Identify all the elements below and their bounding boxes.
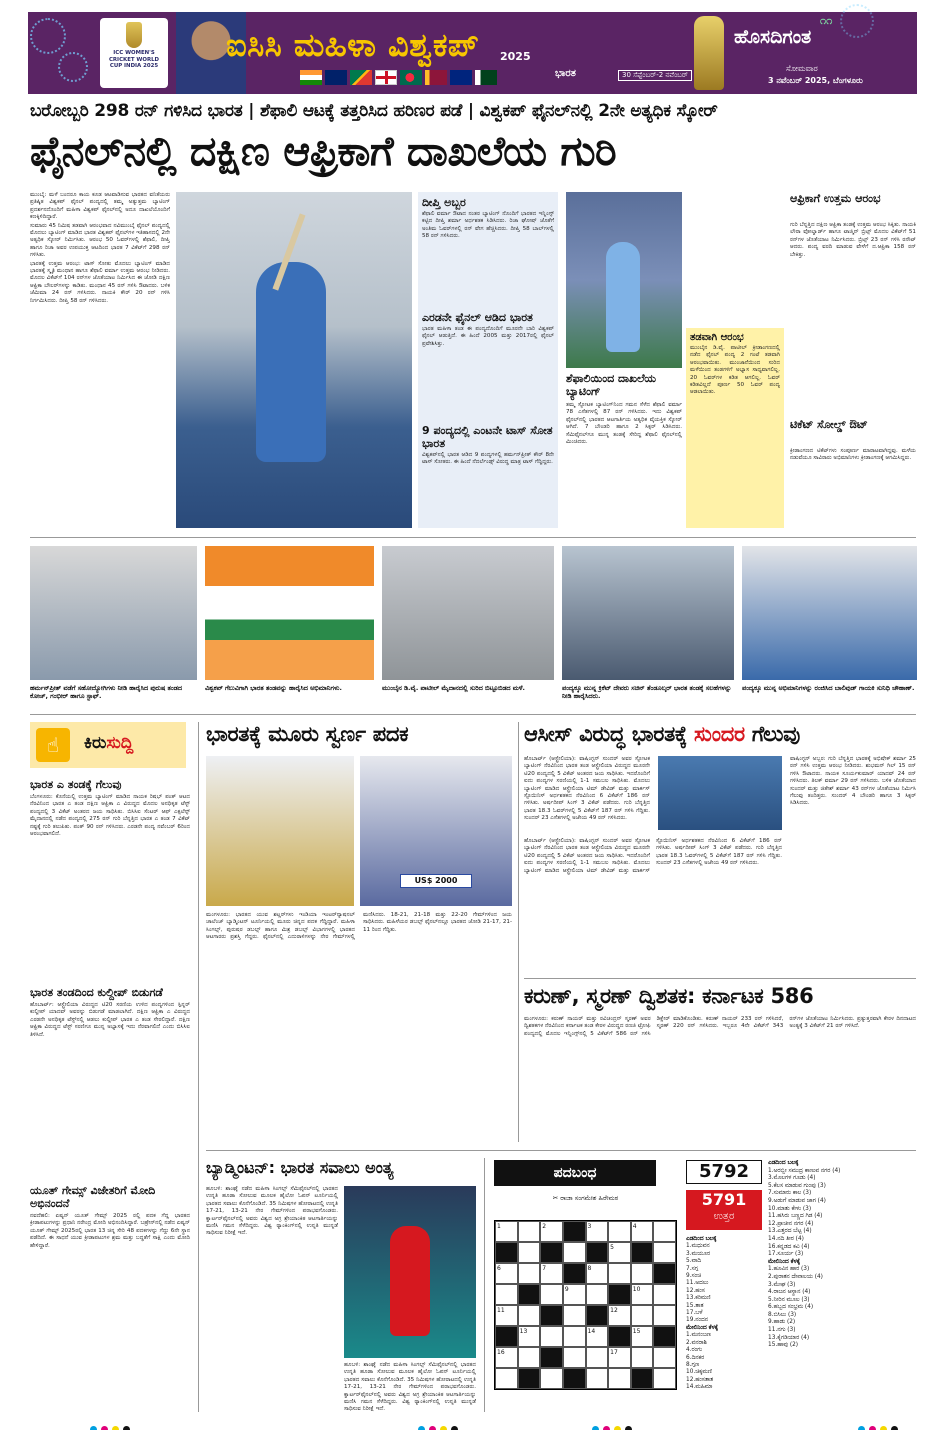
crossword-cell[interactable] [518, 1221, 541, 1242]
puzzle-number: 5792 [686, 1160, 762, 1184]
newspaper-name: ಹೊಸದಿಗಂತ [734, 26, 812, 48]
ticket-title: ಟಿಕೆಟ್ ಸೋಲ್ಡ್ ಔಟ್ [790, 418, 868, 431]
crossword-cell[interactable] [608, 1263, 631, 1284]
africa-title: ಆಫ್ರಿಕಾಗೆ ಉತ್ತಮ ಆರಂಭ [790, 192, 881, 205]
lead-story-column [30, 192, 170, 528]
decor-flower-icon [30, 18, 66, 54]
crossword-cell[interactable]: 11 [495, 1305, 518, 1326]
gold-photo-1 [206, 756, 354, 906]
crossword-block [631, 1242, 654, 1263]
brief-body: ನವದೆಹಲಿ: ಏಷ್ಯನ್ ಯೂತ್ ಗೇಮ್ಸ್ 2025 ರಲ್ಲಿ ಪದಕ ಗೆದ್ದ ಭಾರತದ ಕ್ರೀಡಾಪಟುಗಳನ್ನು ಪ್ರಧಾನಿ ನರೇಂದ್ರ ಮೋದಿ ಅಭಿನಂದಿಸಿದ್ದಾರೆ. ಬಹ್ರೇನ್‌ನಲ್ಲಿ ನಡೆದ ಏಷ್ಯನ್ ಯೂತ್ ಗೇಮ್ಸ್ 2025ರಲ್ಲಿ ಭಾರತ 13 ಚಿನ್ನ ಸೇರಿ 48 ಪದಕಗಳನ್ನು ಗೆದ್ದು 6ನೇ ಸ್ಥಾನ ಪಡೆದಿದೆ. ಈ ಸಾಧನೆ ಯುವ ಕ್ರೀಡಾಪಟುಗಳ ಶ್ರಮ ಮತ್ತು ಬದ್ಧತೆಗೆ ಸಾಕ್ಷಿ ಎಂದು ಮೋದಿ ಹೇಳಿದ್ದಾರೆ. [30, 1213, 190, 1249]
brief-body: ಬೆಂಗಳೂರು: ಕೊನೆಯಲ್ಲಿ ಉತ್ತಮ ಬ್ಯಾಟಿಂಗ್ ಮಾಡಿದ ನಾಯಕ ರಿಷಭ್ ಪಂತ್ ಆಟದ ನೆರವಿನಿಂದ ಭಾರತ ಎ ತಂಡ ದಕ್ಷಿಣ ಆಫ್ರಿಕಾ ಎ ವಿರುದ್ಧದ ಮೊದಲ ಅನಧಿಕೃತ ಟೆಸ್ಟ್ ಪಂದ್ಯದಲ್ಲಿ 3 ವಿಕೆಟ್ ಅಂತರದ ಜಯ ಸಾಧಿಸಿತು. ಬಿಸಿಸಿಐ ಸೆಂಟರ್ ಆಫ್ ಎಕ್ಸಲೆನ್ಸ್ ಮೈದಾನದಲ್ಲಿ ನಡೆದ ಪಂದ್ಯದಲ್ಲಿ 275 ರನ್ ಗುರಿ ಬೆನ್ನತ್ತಿದ ಭಾರತ ಎ ತಂಡ 7 ವಿಕೆಟ್ ನಷ್ಟಕ್ಕೆ ಗುರಿ ತಲುಪಿತು. ಪಂತ್ 90 ರನ್ ಗಳಿಸಿದರು. ಎರಡನೇ ಪಂದ್ಯ ನವೆಂಬರ್ 6ರಿಂದ ಆರಂಭವಾಗಲಿದೆ. [30, 794, 190, 838]
crossword-block [540, 1347, 563, 1368]
batter-figure [606, 242, 640, 352]
crossword-block [608, 1284, 631, 1305]
decor-flower-icon [58, 52, 88, 82]
padabandha-title-text: ಪದಬಂಧ [494, 1160, 656, 1186]
tournament-dates: 30 ಸೆಪ್ಟೆಂಬರ್-2 ನವೆಂಬರ್ [618, 70, 692, 81]
karnataka-headline: ಕರುಣ್, ಸ್ಮರಣ್ ದ್ವಿಶತಕ: ಕರ್ನಾಟಕ 586 [524, 984, 814, 1008]
lead-paragraph: ಮುಂಬೈ: ಮಳೆ ಬಂದರೂ ಕಾಯ ಕೂಡ ಆಟವಾಡಿಸುವ ಭಾರತದ ವನಿತೆಯರು ಪ್ರತಿಷ್ಠಿತ ವಿಶ್ವಕಪ್ ಫೈನಲ್ ಪಂದ್ಯದಲ್ಲಿ ತಮ್ಮ ಅತ್ಯುತ್ತಮ ಬ್ಯಾಟಿಂಗ್ ಪ್ರದರ್ಶನದೊಂದಿಗೆ ಮಹಿಳಾ ವಿಶ್ವಕಪ್ ಫೈನಲ್‌ನಲ್ಲಿ ಅದೂ ದಾಖಲೆಯೊಂದಿಗೆ ಕಣಕ್ಕಿಳಿದಿದ್ದಾರೆ. [30, 192, 170, 221]
crossword-block [495, 1242, 518, 1263]
brief-title: ಯೂತ್ ಗೇಮ್ಸ್ ವಿಜೇತರಿಗೆ ಮೋದಿ ಅಭಿನಂದನೆ [30, 1184, 156, 1210]
aus-body2: ವಾಷಿಂಗ್ಟನ್ ಅಬ್ಬರ: ಗುರಿ ಬೆನ್ನತ್ತಿದ ಭಾರತಕ್ಕೆ ಅಭಿಷೇಕ್ ಶರ್ಮಾ 25 ರನ್ ಗಳಿಸಿ ಉತ್ತಮ ಆರಂಭ ನೀಡಿದರು. ಶುಭಮನ್ ಗಿಲ್ 15 ರನ್ ಗಳಿಸಿ ಔಟಾದರು. ನಾಯಕ ಸೂರ್ಯಕುಮಾರ್ ಯಾದವ್ 24 ರನ್ ಗಳಿಸಿದರು. ತಿಲಕ್ ವರ್ಮಾ 29 ರನ್ ಗಳಿಸಿದರು. ಬಳಿಕ ಜೊತೆಯಾದ ಸುಂದರ್ ಮತ್ತು ಜಿತೇಶ್ ಶರ್ಮಾ 43 ರನ್‌ಗಳ ಜೊತೆಯಾಟ ನಿರ್ಮಿಸಿ ಗೆಲುವು ತಂದಿತ್ತರು. ಸುಂದರ್ 4 ಬೌಂಡರಿ ಹಾಗೂ 3 ಸಿಕ್ಸರ್ ಸಿಡಿಸಿದರು. [790, 756, 916, 807]
lead-photo-batter [176, 192, 412, 528]
crossword-cell[interactable] [495, 1368, 518, 1389]
crossword-cell[interactable] [563, 1242, 586, 1263]
gold-body: ಮಂಗಳೂರು: ಭಾರತದ ಯುವ ಶಟ್ಲರ್‌ಗಳು ಇಂಡಿಯಾ ಇಂಟರ್‌ನ್ಯಾಷನಲ್ ಚಾಲೆಂಜ್ ಬ್ಯಾಡ್ಮಿಂಟನ್ ಟೂರ್ನಿಯಲ್ಲಿ ಮೂರು ಚಿನ್ನದ ಪದಕ ಗೆದ್ದಿದ್ದಾರೆ. ಮಹಿಳಾ ಸಿಂಗಲ್ಸ್, ಪುರುಷರ ಡಬಲ್ಸ್ ಹಾಗೂ ಮಿಶ್ರ ಡಬಲ್ಸ್ ವಿಭಾಗಗಳಲ್ಲಿ ಭಾರತದ ಆಟಗಾರರು ಪ್ರಶಸ್ತಿ ಗೆದ್ದರು. ಫೈನಲ್‌ನಲ್ಲಿ ಎದುರಾಳಿಗಳನ್ನು ನೇರ ಗೇಮ್‌ಗಳಲ್ಲಿ ಮಣಿಸಿದರು. 18-21, 21-18 ಮತ್ತು 22-20 ಗೇಮ್‌ಗಳಿಂದ ಜಯ ಸಾಧಿಸಿದರು. ಮಹಿಳೆಯರ ಡಬಲ್ಸ್ ಫೈನಲ್‌ನಲ್ಲೂ ಭಾರತದ ಜೋಡಿ 21-17, 21-11 ರಿಂದ ಗೆದ್ದಿತು. [206, 912, 512, 941]
host-country: ಭಾರತ [555, 68, 576, 79]
anniversary-badge: ೧೧ [820, 14, 833, 27]
shefali-body: ತಮ್ಮ ಸ್ಫೋಟಕ ಬ್ಯಾಟಿಂಗ್‌ನಿಂದ ಗಮನ ಸೆಳೆದ ಶೆಫಾಲಿ ವರ್ಮಾ 78 ಎಸೆತಗಳಲ್ಲಿ 87 ರನ್ ಗಳಿಸಿದರು. ಇದು ವಿಶ್ವಕಪ್ ಫೈನಲ್‌ನಲ್ಲಿ ಭಾರತದ ಆಟಗಾರ್ತಿಯ ಅತ್ಯಧಿಕ ವೈಯಕ್ತಿಕ ಸ್ಕೋರ್ ಆಗಿದೆ. 7 ಬೌಂಡರಿ ಹಾಗೂ 2 ಸಿಕ್ಸರ್ ಸಿಡಿಸಿದರು. ಸೆಮಿಫೈನಲ್‌ಗೂ ಮುನ್ನ ತಂಡಕ್ಕೆ ಸೇರಿದ್ದ ಶೆಫಾಲಿ ಫೈನಲ್‌ನಲ್ಲಿ ಮಿಂಚಿದರು. [566, 402, 682, 446]
flag-new-zealand-icon [450, 70, 472, 85]
crossword-cell[interactable]: 8 [586, 1263, 609, 1284]
hand-icon: ☝ [36, 728, 70, 762]
crossword-cell[interactable]: 7 [540, 1263, 563, 1284]
crossword-cell[interactable] [563, 1347, 586, 1368]
batter-figure [256, 262, 326, 462]
crossword-block [518, 1368, 541, 1389]
divider [484, 1158, 485, 1412]
crossword-cell[interactable] [631, 1263, 654, 1284]
box-body: ಶೆಫಾಲಿ ವರ್ಮಾ ಔಟಾದ ನಂತರ ಬ್ಯಾಟಿಂಗ್ ನೊಂದಿಗೆ ಭಾರತದ ಇನ್ನಿಂಗ್ಸ್ ಕಟ್ಟಿದ ದೀಪ್ತಿ ಶರ್ಮಾ ಅರ್ಧಶತಕ ಸಿಡಿಸಿದರು. ರಿಚಾ ಘೋಷ್ ಜೊತೆಗೆ ಅಂತಿಮ ಓವರ್‌ಗಳಲ್ಲಿ ರನ್ ವೇಗ ಹೆಚ್ಚಿಸಿದರು. ದೀಪ್ತಿ 58 ಬಾಲ್‌ಗಳಲ್ಲಿ 58 ರನ್ ಗಳಿಸಿದರು. [422, 211, 554, 240]
trophy-icon [126, 22, 142, 48]
crossword-cell[interactable]: 16 [495, 1347, 518, 1368]
crossword-cell[interactable] [586, 1347, 609, 1368]
flag-england-icon [375, 70, 397, 85]
badminton-body-cont: ಹೂಬಳಿ: ಶಾಂಘೈ ನಡೆದ ಮಹಿಳಾ ಸಿಂಗಲ್ಸ್ ಸೆಮಿಫೈನಲ್‌ನಲ್ಲಿ ಭಾರತದ ಉನ್ನತಿ ಹೂಡಾ ಸೋಲುವ ಮೂಲಕ ಹೈಲೋ ಓಪನ್ ಟೂರ್ನಿಯಲ್ಲಿ ಭಾರತದ ಸವಾಲು ಕೊನೆಗೊಂಡಿದೆ. 35 ನಿಮಿಷಗಳ ಹೋರಾಟದಲ್ಲಿ ಉನ್ನತಿ 17-21, 13-21 ನೇರ ಗೇಮ್‌ಗಳಿಂದ ಪರಾಭವಗೊಂಡರು. ಕ್ವಾರ್ಟರ್‌ಫೈನಲ್‌ನಲ್ಲಿ ಅವರು ವಿಶ್ವದ ಅಗ್ರ ಶ್ರೇಯಾಂಕಿತ ಆಟಗಾರ್ತಿಯನ್ನು ಮಣಿಸಿ ಗಮನ ಸೆಳೆದಿದ್ದರು. ವಿಶ್ವ ರ‍್ಯಾಂಕಿಂಗ್‌ನಲ್ಲಿ ಉನ್ನತಿ ಮುನ್ನಡೆ ಸಾಧಿಸುವ ನಿರೀಕ್ಷೆ ಇದೆ. [344, 1362, 476, 1412]
photo-caption: ಪಂದ್ಯಕ್ಕೂ ಮುನ್ನ ಕ್ರಿಕೆಟ್ ದೇವರು ಸಚಿನ್ ತೆಂಡೂಲ್ಕರ್ ಭಾರತ ತಂಡಕ್ಕೆ ಸಲಹೆಗಳನ್ನು ನೀಡಿ ಹಾರೈಸಿದರು. [562, 684, 732, 700]
prev-puzzle-number: 5791 [701, 1190, 747, 1209]
crossword-cell[interactable] [518, 1242, 541, 1263]
kiru-column [30, 778, 190, 1389]
crossword-block [563, 1263, 586, 1284]
crossword-cell[interactable]: 10 [631, 1284, 654, 1305]
registration-marks [856, 1418, 900, 1430]
aus-body-cont: ಹೊಬಾರ್ಟ್ (ಆಸ್ಟ್ರೇಲಿಯಾ): ವಾಷಿಂಗ್ಟನ್ ಸುಂದರ್ ಅವರ ಸ್ಫೋಟಕ ಬ್ಯಾಟಿಂಗ್ ನೆರವಿನಿಂದ ಭಾರತ ತಂಡ ಆಸ್ಟ್ರೇಲಿಯಾ ವಿರುದ್ಧದ ಮೂರನೇ ಟಿ20 ಪಂದ್ಯದಲ್ಲಿ 5 ವಿಕೆಟ್ ಅಂತರದ ಜಯ ಸಾಧಿಸಿತು. ಇದರೊಂದಿಗೆ ಐದು ಪಂದ್ಯಗಳ ಸರಣಿಯಲ್ಲಿ 1-1 ಸಮಬಲ ಸಾಧಿಸಿತು. ಮೊದಲು ಬ್ಯಾಟಿಂಗ್ ಮಾಡಿದ ಆಸ್ಟ್ರೇಲಿಯಾ ಟಿಮ್ ಡೇವಿಡ್ ಮತ್ತು ಮಾರ್ಕಸ್ ಸ್ಟೊಯಿನಿಸ್ ಅರ್ಧಶತಕದ ನೆರವಿನಿಂದ 6 ವಿಕೆಟ್‌ಗೆ 186 ರನ್ ಗಳಿಸಿತು. ಅರ್ಷದೀಪ್ ಸಿಂಗ್ 3 ವಿಕೆಟ್ ಪಡೆದರು. ಗುರಿ ಬೆನ್ನತ್ತಿದ ಭಾರತ 18.3 ಓವರ್‌ಗಳಲ್ಲಿ 5 ವಿಕೆಟ್‌ಗೆ 187 ರನ್ ಗಳಿಸಿ ಗೆದ್ದಿತು. ಸುಂದರ್ 23 ಎಸೆತಗಳಲ್ಲಿ ಅಜೇಯ 49 ರನ್ ಗಳಿಸಿದರು. [524, 838, 782, 874]
crossword-cell[interactable] [608, 1368, 631, 1389]
aus-body: ಹೊಬಾರ್ಟ್ (ಆಸ್ಟ್ರೇಲಿಯಾ): ವಾಷಿಂಗ್ಟನ್ ಸುಂದರ್ ಅವರ ಸ್ಫೋಟಕ ಬ್ಯಾಟಿಂಗ್ ನೆರವಿನಿಂದ ಭಾರತ ತಂಡ ಆಸ್ಟ್ರೇಲಿಯಾ ವಿರುದ್ಧದ ಮೂರನೇ ಟಿ20 ಪಂದ್ಯದಲ್ಲಿ 5 ವಿಕೆಟ್ ಅಂತರದ ಜಯ ಸಾಧಿಸಿತು. ಇದರೊಂದಿಗೆ ಐದು ಪಂದ್ಯಗಳ ಸರಣಿಯಲ್ಲಿ 1-1 ಸಮಬಲ ಸಾಧಿಸಿತು. ಮೊದಲು ಬ್ಯಾಟಿಂಗ್ ಮಾಡಿದ ಆಸ್ಟ್ರೇಲಿಯಾ ಟಿಮ್ ಡೇವಿಡ್ ಮತ್ತು ಮಾರ್ಕಸ್ ಸ್ಟೊಯಿನಿಸ್ ಅರ್ಧಶತಕದ ನೆರವಿನಿಂದ 6 ವಿಕೆಟ್‌ಗೆ 186 ರನ್ ಗಳಿಸಿತು. ಅರ್ಷದೀಪ್ ಸಿಂಗ್ 3 ವಿಕೆಟ್ ಪಡೆದರು. ಗುರಿ ಬೆನ್ನತ್ತಿದ ಭಾರತ 18.3 ಓವರ್‌ಗಳಲ್ಲಿ 5 ವಿಕೆಟ್‌ಗೆ 187 ರನ್ ಗಳಿಸಿ ಗೆದ್ದಿತು. ಸುಂದರ್ 23 ಎಸೆತಗಳಲ್ಲಿ ಅಜೇಯ 49 ರನ್ ಗಳಿಸಿದರು. [524, 756, 650, 822]
prev-answer-label: ಉತ್ತರ [713, 1211, 735, 1222]
registration-marks [416, 1418, 460, 1430]
shefali-photo [566, 192, 682, 368]
shefali-title: ಶೆಫಾಲಿಯಿಂದ ದಾಖಲೆಯ ಬ್ಯಾಟಿಂಗ್ [566, 372, 657, 398]
flag-australia-icon [325, 70, 347, 85]
box-title: 9 ಪಂದ್ಯದಲ್ಲಿ ಎಂಟನೇ ಟಾಸ್ ಸೋತ ಭಾರತ [422, 424, 553, 450]
cheque-amount: US$ 2000 [400, 874, 472, 888]
aus-headline: ಆಸೀಸ್ ವಿರುದ್ಧ ಭಾರತಕ್ಕೆ ಸುಂದರ ಗೆಲುವು [524, 722, 800, 746]
crossword-cell[interactable] [608, 1221, 631, 1242]
flag-bangladesh-icon [400, 70, 422, 85]
flag-south-africa-icon [350, 70, 372, 85]
crossword-cell[interactable] [653, 1305, 676, 1326]
box-title: ಎರಡನೇ ಫೈನಲ್ ಆಡಿದ ಭಾರತ [422, 311, 533, 324]
crossword-cell[interactable] [563, 1305, 586, 1326]
flag-pakistan-icon [475, 70, 497, 85]
badminton-headline: ಬ್ಯಾಡ್ಮಿಂಟನ್: ಭಾರತ ಸವಾಲು ಅಂತ್ಯ [206, 1158, 394, 1177]
strip-photo-5 [742, 546, 917, 680]
lead-paragraph: ಸುಮಾರು 45 ನಿಮಿಷ ತಡವಾಗಿ ಆರಂಭವಾದ ನವಿಮುಂಬೈ ಫೈನಲ್ ಪಂದ್ಯದಲ್ಲಿ ಮೊದಲು ಬ್ಯಾಟಿಂಗ್ ಮಾಡಿದ ಭಾರತ ವಿಶ್ವಕಪ್ ಫೈನಲ್‌ಗಳ ಇತಿಹಾಸದಲ್ಲಿ 2ನೇ ಅತ್ಯಧಿಕ ಸ್ಕೋರ್ ನಿರ್ಮಿಸಿತು. ಆರಂಭ 50 ಓವರ್‌ಗಳಲ್ಲಿ ಶೆಫಾಲಿ, ದೀಪ್ತಿ ಹಾಗೂ ರಿಚಾ ಅವರ ಉಪಯುಕ್ತ ಆಟದಿಂದ ಭಾರತ 7 ವಿಕೆಟ್‌ಗೆ 298 ರನ್ ಗಳಿಸಿತು. [30, 222, 170, 259]
crossword-cell[interactable]: 2 [540, 1221, 563, 1242]
masthead-title: ಐಸಿಸಿ ಮಹಿಳಾ ವಿಶ್ವಕಪ್ [226, 26, 480, 64]
clues-list: ಎಡದಿಂದ ಬಲಕ್ಕೆ 1.ಅರಬ್ಬೀ ಸಮುದ್ರ ಕಾಣುವ ನಗರ (4) 3.ಮೊಲಗಳ ಗೂಡು (4) 5.ಕೆಲಸ ಮಾಡುವ ಗುಂಪು (3) 7.ಸುಮಾರು ಕಾಲ (3) 9.ಅಡುಗೆ ಮಾಡುವ ಜಾಗ (4) 10.ಮಾತು ಕೇಳು (3) 11.ಹಸಿರು ಬಣ್ಣದ ಗಿಡ (4) 12.ಪ್ರಾಚೀನ ನಗರ (4) 13.ಎತ್ತರದ ಬೆಟ್ಟ (4) 14.ನದಿ ತೀರ (4) 16.ಕನ್ನಡದ ಕವಿ (4) 17.ಸೂರ್ಯ (3) ಮೇಲಿನಿಂದ ಕೆಳಕ್ಕೆ 1.ಹೂವಿನ ಹಾರ (3) 2.ಪುರಾತನ ದೇವಾಲಯ (4) 3.ಮೇಘ (3) 4.ರಾಜನ ಆಸ್ಥಾನ (4) 5.ನೀರಿನ ಮೂಲ (3) 6.ಹಬ್ಬದ ಸಂಭ್ರಮ (4) 8.ಬಿಸಿಲು (3) 9.ಹಾಡು (2) 11.ನಗು (3) 13.ಕೈಗಡಿಯಾರ (4) 15.ಹಾವು (2) [768, 1160, 841, 1349]
crossword-block [540, 1242, 563, 1263]
badminton-body: ಹೂಬಳಿ: ಶಾಂಘೈ ನಡೆದ ಮಹಿಳಾ ಸಿಂಗಲ್ಸ್ ಸೆಮಿಫೈನಲ್‌ನಲ್ಲಿ ಭಾರತದ ಉನ್ನತಿ ಹೂಡಾ ಸೋಲುವ ಮೂಲಕ ಹೈಲೋ ಓಪನ್ ಟೂರ್ನಿಯಲ್ಲಿ ಭಾರತದ ಸವಾಲು ಕೊನೆಗೊಂಡಿದೆ. 35 ನಿಮಿಷಗಳ ಹೋರಾಟದಲ್ಲಿ ಉನ್ನತಿ 17-21, 13-21 ನೇರ ಗೇಮ್‌ಗಳಿಂದ ಪರಾಭವಗೊಂಡರು. ಕ್ವಾರ್ಟರ್‌ಫೈನಲ್‌ನಲ್ಲಿ ಅವರು ವಿಶ್ವದ ಅಗ್ರ ಶ್ರೇಯಾಂಕಿತ ಆಟಗಾರ್ತಿಯನ್ನು ಮಣಿಸಿ ಗಮನ ಸೆಳೆದಿದ್ದರು. ವಿಶ್ವ ರ‍್ಯಾಂಕಿಂಗ್‌ನಲ್ಲಿ ಉನ್ನತಿ ಮುನ್ನಡೆ ಸಾಧಿಸುವ ನಿರೀಕ್ಷೆ ಇದೆ. [206, 1186, 338, 1237]
crossword-cell[interactable] [540, 1326, 563, 1347]
main-headline: ಫೈನಲ್‌ನಲ್ಲಿ ದಕ್ಷಿಣ ಆಫ್ರಿಕಾಗೆ ದಾಖಲೆಯ ಗುರಿ [30, 127, 617, 175]
brief-body: ಹೊಬಾರ್ಟ್: ಆಸ್ಟ್ರೇಲಿಯಾ ವಿರುದ್ಧದ ಟಿ20 ಸರಣಿಯ ಉಳಿದ ಪಂದ್ಯಗಳಿಂದ ಸ್ಪಿನ್ನರ್ ಕುಲ್ದೀಪ್ ಯಾದವ್ ಅವರನ್ನು ಬಿಡುಗಡೆ ಮಾಡಲಾಗಿದೆ. ದಕ್ಷಿಣ ಆಫ್ರಿಕಾ ಎ ವಿರುದ್ಧದ ಎರಡನೇ ಅನಧಿಕೃತ ಟೆಸ್ಟ್‌ನಲ್ಲಿ ಆಡಲು ಕುಲ್ದೀಪ್ ಭಾರತ ಎ ತಂಡ ಸೇರಲಿದ್ದಾರೆ. ದಕ್ಷಿಣ ಆಫ್ರಿಕಾ ವಿರುದ್ಧದ ಟೆಸ್ಟ್ ಸರಣಿಗೂ ಮುನ್ನ ಅಭ್ಯಾಸಕ್ಕೆ ಇದು ನೆರವಾಗಲಿದೆ ಎಂದು ಬಿಸಿಸಿಐ ತಿಳಿಸಿದೆ. [30, 1002, 190, 1038]
divider [30, 537, 916, 538]
crossword-block [540, 1305, 563, 1326]
box-title: ದೀಪ್ತಿ ಅಬ್ಬರ [422, 196, 466, 209]
player-figure [390, 1226, 430, 1336]
flag-sri-lanka-icon [425, 70, 447, 85]
crossword-cell[interactable]: 3 [586, 1221, 609, 1242]
crossword-block [563, 1221, 586, 1242]
lead-paragraph: ಭಾರತಕ್ಕೆ ಉತ್ತಮ ಆರಂಭ: ಟಾಸ್ ಸೋತು ಮೊದಲು ಬ್ಯಾಟಿಂಗ್ ಮಾಡಿದ ಭಾರತಕ್ಕೆ ಸ್ಮೃತಿ ಮಂಧಾನ ಹಾಗೂ ಶೆಫಾಲಿ ವರ್ಮಾ ಉತ್ತಮ ಆರಂಭ ನೀಡಿದರು. ಮೊದಲ ವಿಕೆಟ್‌ಗೆ 104 ರನ್‌ಗಳ ಜೊತೆಯಾಟ ನಿರ್ಮಿಸಿದ ಈ ಜೋಡಿ ದಕ್ಷಿಣ ಆಫ್ರಿಕಾ ಬೌಲರ್‌ಗಳನ್ನು ಕಾಡಿತು. ಮಂಧಾನ 45 ರನ್ ಗಳಿಸಿ ಔಟಾದರು. ಬಳಿಕ ಜೆಮಿಮಾ 24 ರನ್ ಗಳಿಸಿದರು. ನಾಯಕಿ ಕೌರ್ 20 ರನ್ ಗಳಿಸಿ ನಿರ್ಗಮಿಸಿದರು. ದೀಪ್ತಿ 58 ರನ್ ಗಳಿಸಿದರು. [30, 260, 170, 304]
strip-photo-3 [382, 546, 554, 680]
crossword-cell[interactable]: 4 [631, 1221, 654, 1242]
crossword-cell[interactable]: 9 [563, 1284, 586, 1305]
crossword-block [608, 1326, 631, 1347]
crossword-cell[interactable] [563, 1326, 586, 1347]
crossword-cell[interactable] [540, 1284, 563, 1305]
crossword-cell[interactable]: 5 [608, 1242, 631, 1263]
crossword-cell[interactable] [653, 1347, 676, 1368]
crossword-cell[interactable] [631, 1347, 654, 1368]
divider [206, 1150, 916, 1151]
prev-answers: ಎಡದಿಂದ ಬಲಕ್ಕೆ 1.ಮಧುವನ 3.ಮಯೂರ 5.ವಾದಿ 7.ಸಗ್ಗ 9.ಸಂಚಿ 11.ಅದಲು 12.ಹಂಸ 13.ಕರಿಮಣಿ 15.ತಾತ 17.ಬಳೆ 19.ನಂದನ ಮೇಲಿನಿಂದ ಕೆಳಕ್ಕೆ 1.ಮನಂಜಣ 2.ವನರಾಶಿ 4.ರಂಗು 6.ದಿನಕರ 8.ಗ್ಗಣ 10.ಚಿಕ್ಕಮಣಿ 12.ಹಂಸತಾತ 14.ಮಹಿಮಾ [686, 1236, 719, 1391]
crossword-block [653, 1263, 676, 1284]
newspaper-brand [728, 12, 917, 94]
divider [524, 978, 916, 979]
crossword-cell[interactable]: 6 [495, 1263, 518, 1284]
registration-marks [590, 1418, 634, 1430]
flag-india-icon [300, 70, 322, 85]
crossword-block [518, 1284, 541, 1305]
crossword-cell[interactable] [518, 1305, 541, 1326]
trophy-icon [694, 16, 724, 90]
divider [198, 722, 199, 1412]
aus-photo [658, 756, 782, 830]
kiru-suddi-header [30, 722, 186, 768]
crossword-cell[interactable] [518, 1263, 541, 1284]
registration-marks [88, 1418, 132, 1430]
padabandha-byline: ✂ ರಾಜಾ ಸಂಗಮೇಶ ಹಿರೇಮಠ [552, 1194, 619, 1202]
padabandha-title [494, 1160, 656, 1186]
prev-answer-box [686, 1190, 762, 1230]
photo-caption: ಪಂದ್ಯಕ್ಕೂ ಮುನ್ನ ಅಭಿಮಾನಿಗಳನ್ನು ರಂಜಿಸಿದ ಬಾಲಿವುಡ್ ಗಾಯಕಿ ಸುನಿಧಿ ಚೌಹಾಣ್. [742, 684, 915, 692]
crossword-cell[interactable] [540, 1368, 563, 1389]
world-cup-logo [100, 18, 168, 88]
strip-photo-2 [205, 546, 374, 680]
delay-box [686, 328, 784, 528]
delay-body: ಮುಂಬೈನ ಡಿ.ವೈ. ಪಾಟೀಲ್ ಕ್ರೀಡಾಂಗಣದಲ್ಲಿ ನಡೆದ ಫೈನಲ್ ಪಂದ್ಯ 2 ಗಂಟೆ ತಡವಾಗಿ ಆರಂಭವಾಯಿತು. ಮುಂಜಾನೆಯಿಂದ ಸುರಿದ ಮಳೆಯಿಂದ ತಂಡಗಳಿಗೆ ಅಭ್ಯಾಸ ಸಾಧ್ಯವಾಗಲಿಲ್ಲ. 20 ಓವರ್‌ಗಳ ಕಡಿತ ಆಗಲಿಲ್ಲ. ಓವರ್ ಕಡಿತವಿಲ್ಲದೆ ಪೂರ್ಣ 50 ಓವರ್ ಪಂದ್ಯ ಆಡಲಾಯಿತು. [690, 345, 780, 396]
kiru-suddi-logo: ಕಿರುಸುದ್ದಿ [84, 733, 134, 753]
crossword-cell[interactable] [653, 1368, 676, 1389]
africa-body: ಗುರಿ ಬೆನ್ನತ್ತಿದ ದಕ್ಷಿಣ ಆಫ್ರಿಕಾ ತಂಡಕ್ಕೆ ಉತ್ತಮ ಆರಂಭ ಸಿಕ್ಕಿತು. ನಾಯಕಿ ಲೌರಾ ವೋಲ್ವಾರ್ಡ್ ಹಾಗೂ ಟಾಜ್ಮಿನ್ ಬ್ರಿಟ್ಸ್ ಮೊದಲ ವಿಕೆಟ್‌ಗೆ 51 ರನ್‌ಗಳ ಜೊತೆಯಾಟ ನಿರ್ಮಿಸಿದರು. ಬ್ರಿಟ್ಸ್ 23 ರನ್ ಗಳಿಸಿ ರನೌಟ್ ಆದರು. ಪಂದ್ಯ ವರದಿ ಮಾಡುವ ವೇಳೆಗೆ ದ.ಆಫ್ರಿಕಾ 158 ರನ್ ಬೇಕಿತ್ತು. [790, 222, 916, 258]
brief-title: ಭಾರತ ತಂಡದಿಂದ ಕುಲ್ದೀಪ್ ಬಿಡುಗಡೆ [30, 986, 163, 999]
crossword-cell[interactable] [631, 1305, 654, 1326]
photo-caption: ಮುಂಬೈನ ಡಿ.ವೈ. ಪಾಟೀಲ್ ಮೈದಾನದಲ್ಲಿ ಸುರಿದ ಬಿಟ್ಟೂಬಿಡದ ಮಳೆ. [382, 684, 525, 692]
masthead-year: 2025 [500, 50, 531, 63]
badminton-photo [344, 1186, 476, 1358]
strip-photo-1 [30, 546, 197, 680]
brief-title: ಭಾರತ ಎ ತಂಡಕ್ಕೆ ಗೆಲುವು [30, 778, 122, 791]
crossword-cell[interactable] [495, 1284, 518, 1305]
crossword-cell[interactable]: 12 [608, 1305, 631, 1326]
crossword-cell[interactable] [518, 1347, 541, 1368]
strip-photo-4 [562, 546, 734, 680]
logo-text: ICC WOMEN'S CRICKET WORLD CUP INDIA 2025 [108, 50, 160, 69]
divider [518, 722, 519, 1142]
photo-caption: ವಿಶ್ವಕಪ್ ಗೆಲುವಿಗಾಗಿ ಭಾರತ ತಂಡವನ್ನು ಹಾರೈಸಿದ ಅಭಿಮಾನಿಗಳು. [205, 684, 342, 692]
delay-title: ತಡವಾಗಿ ಆರಂಭ [690, 332, 744, 343]
crossword-grid [494, 1220, 677, 1390]
issue-date: 3 ನವೆಂಬರ್ 2025, ಬೆಂಗಳೂರು [768, 76, 863, 85]
divider [30, 714, 916, 715]
box-body: ವಿಶ್ವಕಪ್‌ನಲ್ಲಿ ಭಾರತ ಆಡಿದ 9 ಪಂದ್ಯಗಳಲ್ಲಿ ಹರ್ಮನ್‌ಪ್ರೀತ್ ಕೌರ್ 8ನೇ ಟಾಸ್ ಸೋತರು. ಈ ಹಿಂದೆ ನೆದರ್ಲೆಂಡ್ಸ್ ವಿರುದ್ಧ ಮಾತ್ರ ಟಾಸ್ ಗೆದ್ದಿದ್ದರು. [422, 452, 554, 466]
crossword-block [653, 1326, 676, 1347]
crossword-block [631, 1368, 654, 1389]
gold-photo-2 [360, 756, 512, 906]
crossword-cell[interactable] [653, 1221, 676, 1242]
sidebar-boxes [418, 192, 558, 528]
photo-caption: ಹರ್ಮನ್‌ಪ್ರೀತ್ ವಡೆಗೆ ಸಹೋದ್ಯೋಗಿಗಳು ನೀಡಿ ಹಾರೈಸಿದ ಪುರುಷ ತಂಡದ ಕೋಚ್, ಗಂಭೀರ್ ಹಾಗೂ ಸ್ಟಾಫ್. [30, 684, 182, 700]
crossword-cell[interactable] [653, 1242, 676, 1263]
crossword-block [586, 1305, 609, 1326]
ticket-body: ಕ್ರೀಡಾಂಗಣದ ಟಿಕೆಟ್‌ಗಳು ಸಂಪೂರ್ಣ ಮಾರಾಟವಾಗಿದ್ದವು. ಮಳೆಯ ನಡುವೆಯೂ ಸಾವಿರಾರು ಅಭಿಮಾನಿಗಳು ಕ್ರೀಡಾಂಗಣಕ್ಕೆ ಆಗಮಿಸಿದ್ದರು. [790, 448, 916, 462]
masthead-banner [28, 12, 917, 94]
box-body: ಭಾರತ ಮಹಿಳಾ ತಂಡ ಈ ಪಂದ್ಯದೊಂದಿಗೆ ಮೂರನೇ ಬಾರಿ ವಿಶ್ವಕಪ್ ಫೈನಲ್ ಆಡುತ್ತಿದೆ. ಈ ಹಿಂದೆ 2005 ಮತ್ತು 2017ರಲ್ಲಿ ಫೈನಲ್ ಪ್ರವೇಶಿಸಿತ್ತು. [422, 326, 554, 347]
flag-row [300, 70, 497, 85]
crossword-cell[interactable]: 14 [586, 1326, 609, 1347]
crossword-cell[interactable]: 17 [608, 1347, 631, 1368]
crossword-cell[interactable]: 15 [631, 1326, 654, 1347]
crossword-block [586, 1242, 609, 1263]
crossword-cell[interactable]: 1 [495, 1221, 518, 1242]
crossword-cell[interactable] [586, 1368, 609, 1389]
crossword-cell[interactable] [653, 1284, 676, 1305]
crossword-block [563, 1368, 586, 1389]
crossword-block [495, 1326, 518, 1347]
kicker-line: ಬರೋಬ್ಬರಿ 298 ರನ್ ಗಳಿಸಿದ ಭಾರತ | ಶೆಫಾಲಿ ಆಟಕ್ಕೆ ತತ್ತರಿಸಿದ ಹರಿಣರ ಪಡೆ | ವಿಶ್ವಕಪ್ ಫೈನಲ್‌ನಲ್ಲಿ 2ನೇ ಅತ್ಯಧಿಕ ಸ್ಕೋರ್ [30, 101, 718, 121]
gold-headline: ಭಾರತಕ್ಕೆ ಮೂರು ಸ್ವರ್ಣ ಪದಕ [206, 722, 409, 746]
karnataka-body: ಮಂಗಳೂರು: ಕರುಣ್ ನಾಯರ್ ಮತ್ತು ರವಿಚಂದ್ರನ್ ಸ್ಮರಣ್ ಅವರ ದ್ವಿಶತಕಗಳ ನೆರವಿನಿಂದ ಕರ್ನಾಟಕ ತಂಡ ಕೇರಳ ವಿರುದ್ಧದ ರಣಜಿ ಟ್ರೋಫಿ ಪಂದ್ಯದಲ್ಲಿ ಮೊದಲ ಇನ್ನಿಂಗ್ಸ್‌ನಲ್ಲಿ 5 ವಿಕೆಟ್‌ಗೆ 586 ರನ್ ಗಳಿಸಿ ಡಿಕ್ಲೇರ್ ಮಾಡಿಕೊಂಡಿತು. ಕರುಣ್ ನಾಯರ್ 233 ರನ್ ಗಳಿಸಿದರೆ, ಸ್ಮರಣ್ 220 ರನ್ ಗಳಿಸಿದರು. ಇಬ್ಬರೂ 4ನೇ ವಿಕೆಟ್‌ಗೆ 343 ರನ್‌ಗಳ ಜೊತೆಯಾಟ ನಿರ್ಮಿಸಿದರು. ಪ್ರತ್ಯುತ್ತರವಾಗಿ ಕೇರಳ ದಿನದಾಟದ ಅಂತ್ಯಕ್ಕೆ 3 ವಿಕೆಟ್‌ಗೆ 21 ರನ್ ಗಳಿಸಿದೆ. [524, 1016, 916, 1037]
crossword-cell[interactable] [586, 1284, 609, 1305]
issue-day: ಸೋಮವಾರ [786, 64, 818, 73]
crossword-cell[interactable]: 13 [518, 1326, 541, 1347]
